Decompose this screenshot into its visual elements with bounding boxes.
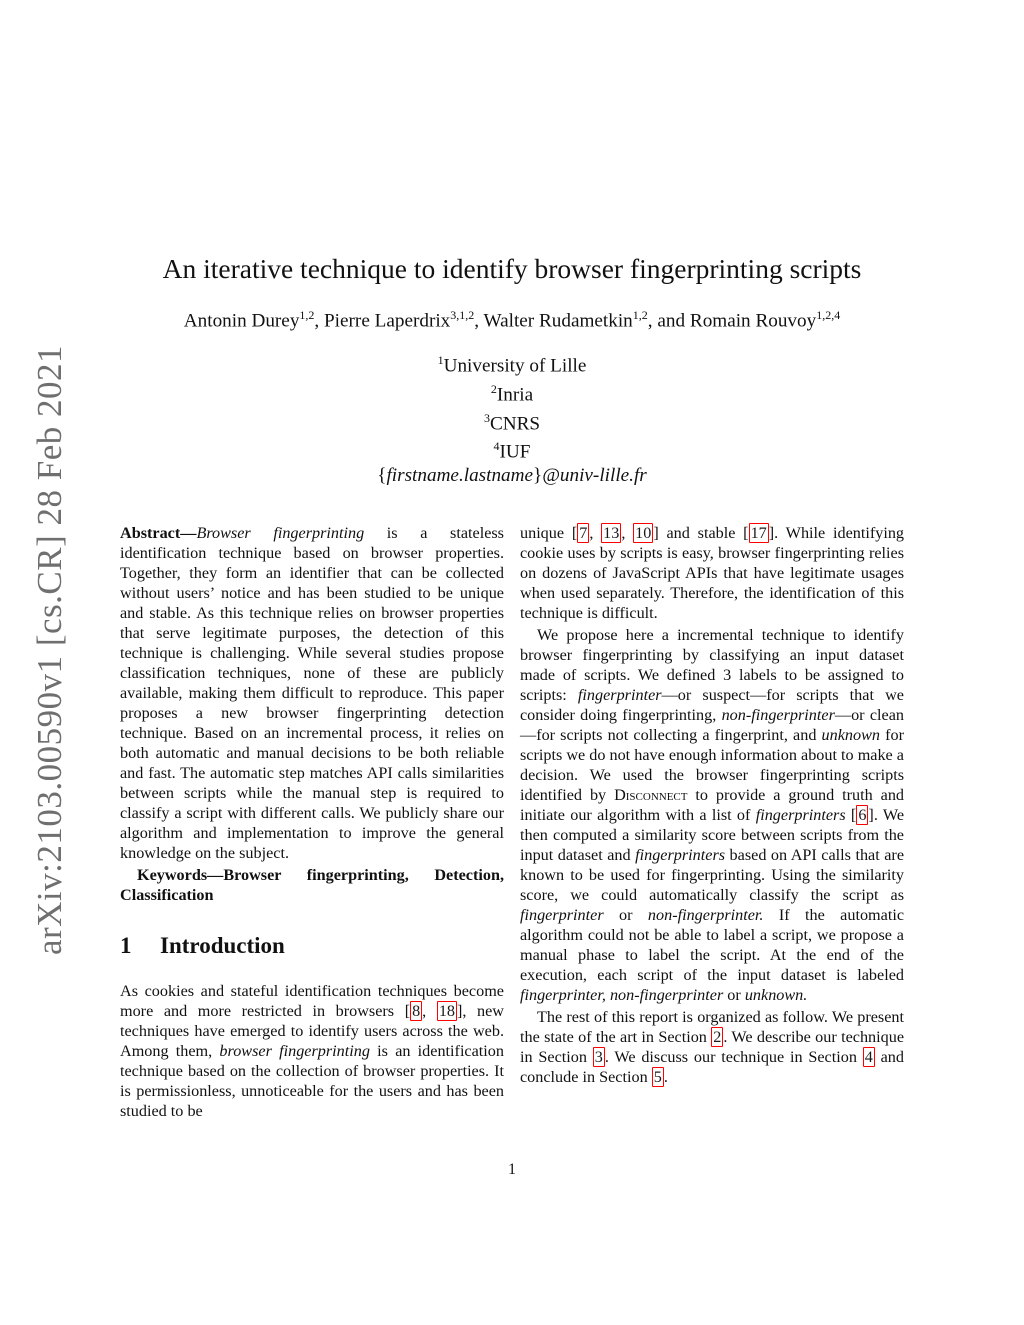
outline-paragraph — [520, 1007, 904, 1087]
author-separator: , — [474, 310, 484, 332]
citation-link[interactable]: 13 — [603, 524, 620, 542]
body-text: —or clean—for scripts not collecting a fingerprint, and — [520, 706, 904, 744]
body-text: The rest of this report is organized as follow. We present the state of the art in Section — [520, 1008, 904, 1046]
body-text: is an identification technique based on the collection of browser properties. It is permissionless, unnoticeable for the users and has been studied to be — [120, 1042, 504, 1120]
citation-link[interactable]: 6 — [858, 806, 867, 824]
affiliation-line — [0, 378, 1024, 407]
body-text: to provide a ground truth and initiate our algorithm with a list of — [520, 786, 905, 824]
body-text: or — [723, 986, 745, 1004]
intro-continuation-paragraph: unique [ 7 , 13 , 10 ] and stable [ 17 ]. While identifying cookie uses by scripts is easy, browser fingerprinting relies on dozens of JavaScript APIs that have legitimate usages when used separately. Therefore, the identification of this technique is difficult. — [520, 524, 905, 622]
email-line — [0, 464, 1024, 487]
emphasized-term: non-fingerprinter — [609, 986, 724, 1004]
affiliation-marker: 4 — [493, 439, 500, 454]
intro-paragraph: As cookies and stateful identification techniques become more and more restricted in browsers [ 8 , 18 ], new techniques have emerged to identify users across the web. Among them, browser fingerprinting is an identification technique based on the collection of browser properties. It is permissionless, unnoticeable for the users and has been studied to be — [120, 982, 504, 1120]
abstract-paragraph — [120, 523, 504, 863]
body-text: . We describe our technique in Section — [520, 1028, 904, 1066]
email-brace-close: } — [533, 465, 543, 487]
body-text: unique — [520, 524, 572, 542]
email-brace-open: { — [377, 465, 387, 487]
body-text: . — [663, 1068, 668, 1086]
body-text: , new techniques have emerged to identify users across the web. Among them, — [120, 1002, 504, 1060]
section-heading — [120, 933, 504, 959]
affiliation-line — [0, 435, 1024, 464]
citation-link[interactable]: 17 — [750, 524, 767, 542]
body-text: As cookies and stateful identification techniques become more and more restricted in browsers — [120, 982, 504, 1020]
affiliation-marker: 1 — [437, 353, 444, 367]
paper-title: An iterative technique to identify browser fingerprinting scripts — [162, 253, 862, 284]
citation-link[interactable]: 18 — [438, 1002, 455, 1020]
right-column — [520, 523, 904, 1087]
section-link[interactable]: 2 — [713, 1028, 722, 1046]
citation-separator: , — [589, 524, 602, 542]
emphasized-term: non-fingerprinter. — [647, 906, 764, 924]
abstract-label: Abstract — [120, 524, 181, 542]
affiliation-line — [0, 407, 1024, 436]
keywords-text: Browser fingerprinting, Detection, Classification — [120, 866, 504, 904]
arxiv-identifier-stamp[interactable]: arXiv:2103.00590v1 [cs.CR] 28 Feb 2021 — [30, 344, 69, 956]
emphasized-term: fingerprinter, — [520, 986, 606, 1004]
citation-link[interactable]: 8 — [412, 1002, 421, 1020]
citation-separator: , — [621, 524, 634, 542]
author-affiliation-marker: 1,2 — [632, 308, 648, 322]
affiliation-name: University of Lille — [443, 355, 587, 377]
emphasized-term: fingerprinter — [520, 906, 604, 924]
author-affiliation-marker: 1,2,4 — [816, 308, 841, 322]
page-number: 1 — [508, 1161, 516, 1178]
section-link[interactable]: 4 — [864, 1048, 873, 1066]
emphasized-term: fingerprinters — [635, 846, 726, 864]
body-text: or — [603, 906, 648, 924]
keywords-paragraph — [120, 865, 504, 905]
author-separator: , — [314, 310, 325, 332]
email-domain: @univ-lille.fr — [542, 465, 647, 487]
abstract-dash: — — [180, 524, 197, 542]
affiliation-name: IUF — [499, 441, 531, 463]
left-column — [120, 523, 504, 1121]
body-text: for scripts we do not have enough information about to make a decision. We used the browser fingerprinting scripts identified by — [520, 726, 904, 804]
body-text: . We then computed a similarity score between scripts from the input dataset and — [520, 806, 905, 864]
abstract-term: Browser fingerprinting — [196, 524, 365, 542]
affiliation-line — [0, 349, 1024, 378]
author-affiliation-marker: 3,1,2 — [450, 308, 475, 322]
affiliation-marker: 2 — [490, 381, 497, 396]
author-name: Antonin Durey — [183, 310, 300, 332]
body-text: . We discuss our technique in Section — [604, 1048, 863, 1066]
emphasized-term: browser fingerprinting — [219, 1042, 370, 1060]
affiliation-block — [0, 349, 1024, 488]
method-paragraph: We propose here a incremental technique to identify browser fingerprinting by classifying an input dataset made of scripts. We defined 3 labels to be assigned to scripts: fingerprinter—or suspect—for scripts that we consider doing fingerprinting, non-fingerprinter—or clean—for scripts not collecting a fingerprint, and unknown for scripts we do not have enough information about to make a decision. We used the browser fingerprinting scripts identified by Disconnect to provide a ground truth and initiate our algorithm with a list of fingerprinters [ 6 ]. We then computed a similarity score between scripts from the input dataset and fingerprinters based on API calls that are known to be used for fingerprinting. Using the similarity score, we could automatically classify the script as fingerprinter or non-fingerprinter. If the automatic algorithm could not be able to label a script, we propose a manual phase to label the script. At the end of the execution, each script of the input dataset is labeled fingerprinter, non-fingerprinter or unknown. — [520, 626, 905, 1004]
small-caps-term: Disconnect — [614, 786, 688, 804]
citation-separator: , — [422, 1002, 437, 1020]
body-text: —or suspect—for scripts that we consider doing fingerprinting, — [520, 686, 904, 724]
author-name: Walter Rudametkin — [483, 310, 633, 332]
emphasized-term: unknown — [821, 726, 880, 744]
emphasized-term: fingerprinter — [577, 686, 662, 704]
body-text: based on API calls that are known to be used for fingerprinting. Using the similarity score, we could automatically classify the script as — [520, 846, 904, 904]
body-text: We propose here a incremental technique to identify browser fingerprinting by classifying an input dataset made of scripts. We defined 3 labels to be assigned to scripts: — [520, 626, 904, 704]
author-list — [0, 308, 1024, 332]
section-link[interactable]: 3 — [594, 1048, 603, 1066]
author-affiliation-marker: 1,2 — [299, 308, 315, 322]
citation-link[interactable]: 10 — [635, 524, 652, 542]
author-name: Pierre Laperdrix — [324, 310, 451, 332]
emphasized-term: fingerprinters — [755, 806, 846, 824]
author-name: Romain Rouvoy — [689, 310, 817, 332]
abstract-text: is a stateless identification technique based on browser properties. Together, they form an identifier that can be collected without users’ notice and has been studied to be unique and stable. As this technique relies on browser properties that serve legitimate purposes, the detection of this technique is challenging. While several studies propose classification techniques, none of these are publicly available, making them difficult to reproduce. This paper proposes a new browser fingerprinting detection technique. Based on an incremental process, it relies on both automatic and manual decisions to be both reliable and fast. The automatic step matches API calls similarities between scripts while the manual step is required to classify a script with different calls. We publicly share our algorithm and implementation to improve the general knowledge on the subject. — [120, 524, 504, 862]
keywords-label: Keywords— — [137, 866, 224, 884]
body-text: and conclude in Section — [520, 1048, 904, 1086]
author-separator: , and — [647, 310, 690, 332]
emphasized-term: non-fingerprinter — [721, 706, 835, 724]
affiliation-marker: 3 — [483, 410, 490, 425]
section-number: 1 — [120, 933, 132, 958]
citation-link[interactable]: 7 — [579, 524, 588, 542]
email-local-part: firstname.lastname — [386, 465, 534, 487]
section-title: Introduction — [160, 933, 285, 958]
emphasized-term: unknown. — [744, 986, 808, 1004]
affiliation-name: CNRS — [489, 412, 541, 434]
body-text: If the automatic algorithm could not be able to label a script, we propose a manual phase to label the script. At the end of the execution, each script of the input dataset is labeled — [520, 906, 905, 984]
section-link[interactable]: 5 — [653, 1068, 662, 1086]
affiliation-name: Inria — [496, 384, 534, 406]
body-text: and stable — [658, 524, 744, 542]
body-text: . While identifying cookie uses by scripts is easy, browser fingerprinting relies on dozens of JavaScript APIs that have legitimate usages when used separately. Therefore, the identification of this technique is difficult. — [520, 524, 905, 622]
